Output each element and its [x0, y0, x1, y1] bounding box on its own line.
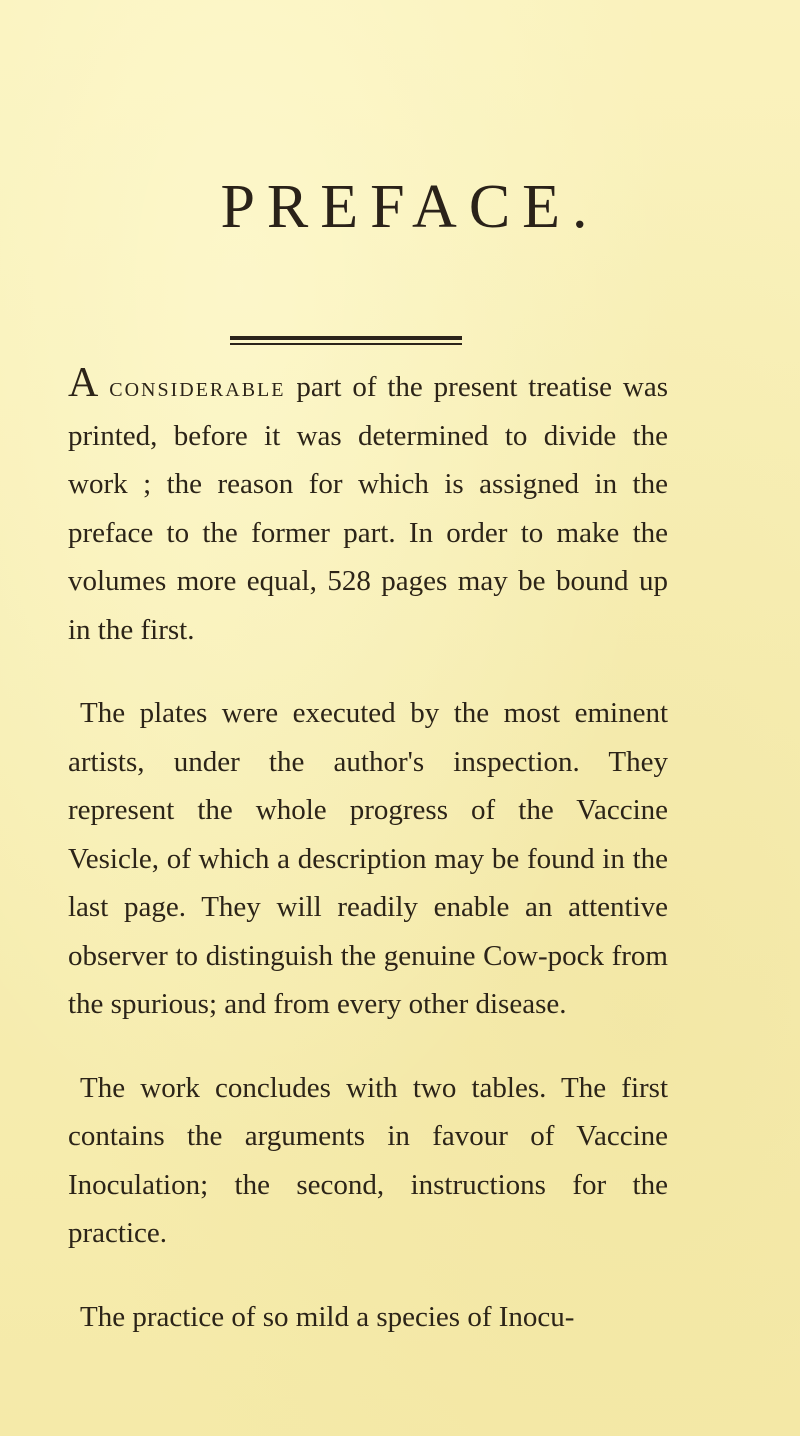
preface-body [68, 362, 668, 1341]
paragraph-3: The work concludes with two tables. The first contains the arguments in favour of Vaccine Inoculation; the second, instructions for the practice. [68, 1071, 668, 1249]
paragraph-4: The practice of so mild a species of Inocu- [80, 1300, 575, 1333]
title-rule-thick [230, 336, 462, 340]
drop-cap: A [68, 360, 99, 406]
show-through-decoration [300, 80, 307, 112]
lead-word: considerable [109, 371, 286, 403]
paragraph-2: The plates were executed by the most eminent artists, under the author's inspection. They represent the whole progress of the Vaccine Vesicle, of which a description may be found in the last page. They will readily enable an attentive observer to distinguish the genuine Cow-pock from the spurious; and from every other disease. [68, 697, 668, 1020]
title-rule [230, 336, 462, 346]
paragraph-1 [68, 362, 668, 654]
title-rule-thin [230, 343, 462, 345]
paragraph-1-text: part of the present treatise was printed, before it was determined to divide the work ; the reason for which is assigned in the preface to the former part. In order to make the volumes more equal, 528 pages may be bound up in the first. [68, 371, 669, 646]
page-title: PREFACE. [220, 173, 600, 241]
